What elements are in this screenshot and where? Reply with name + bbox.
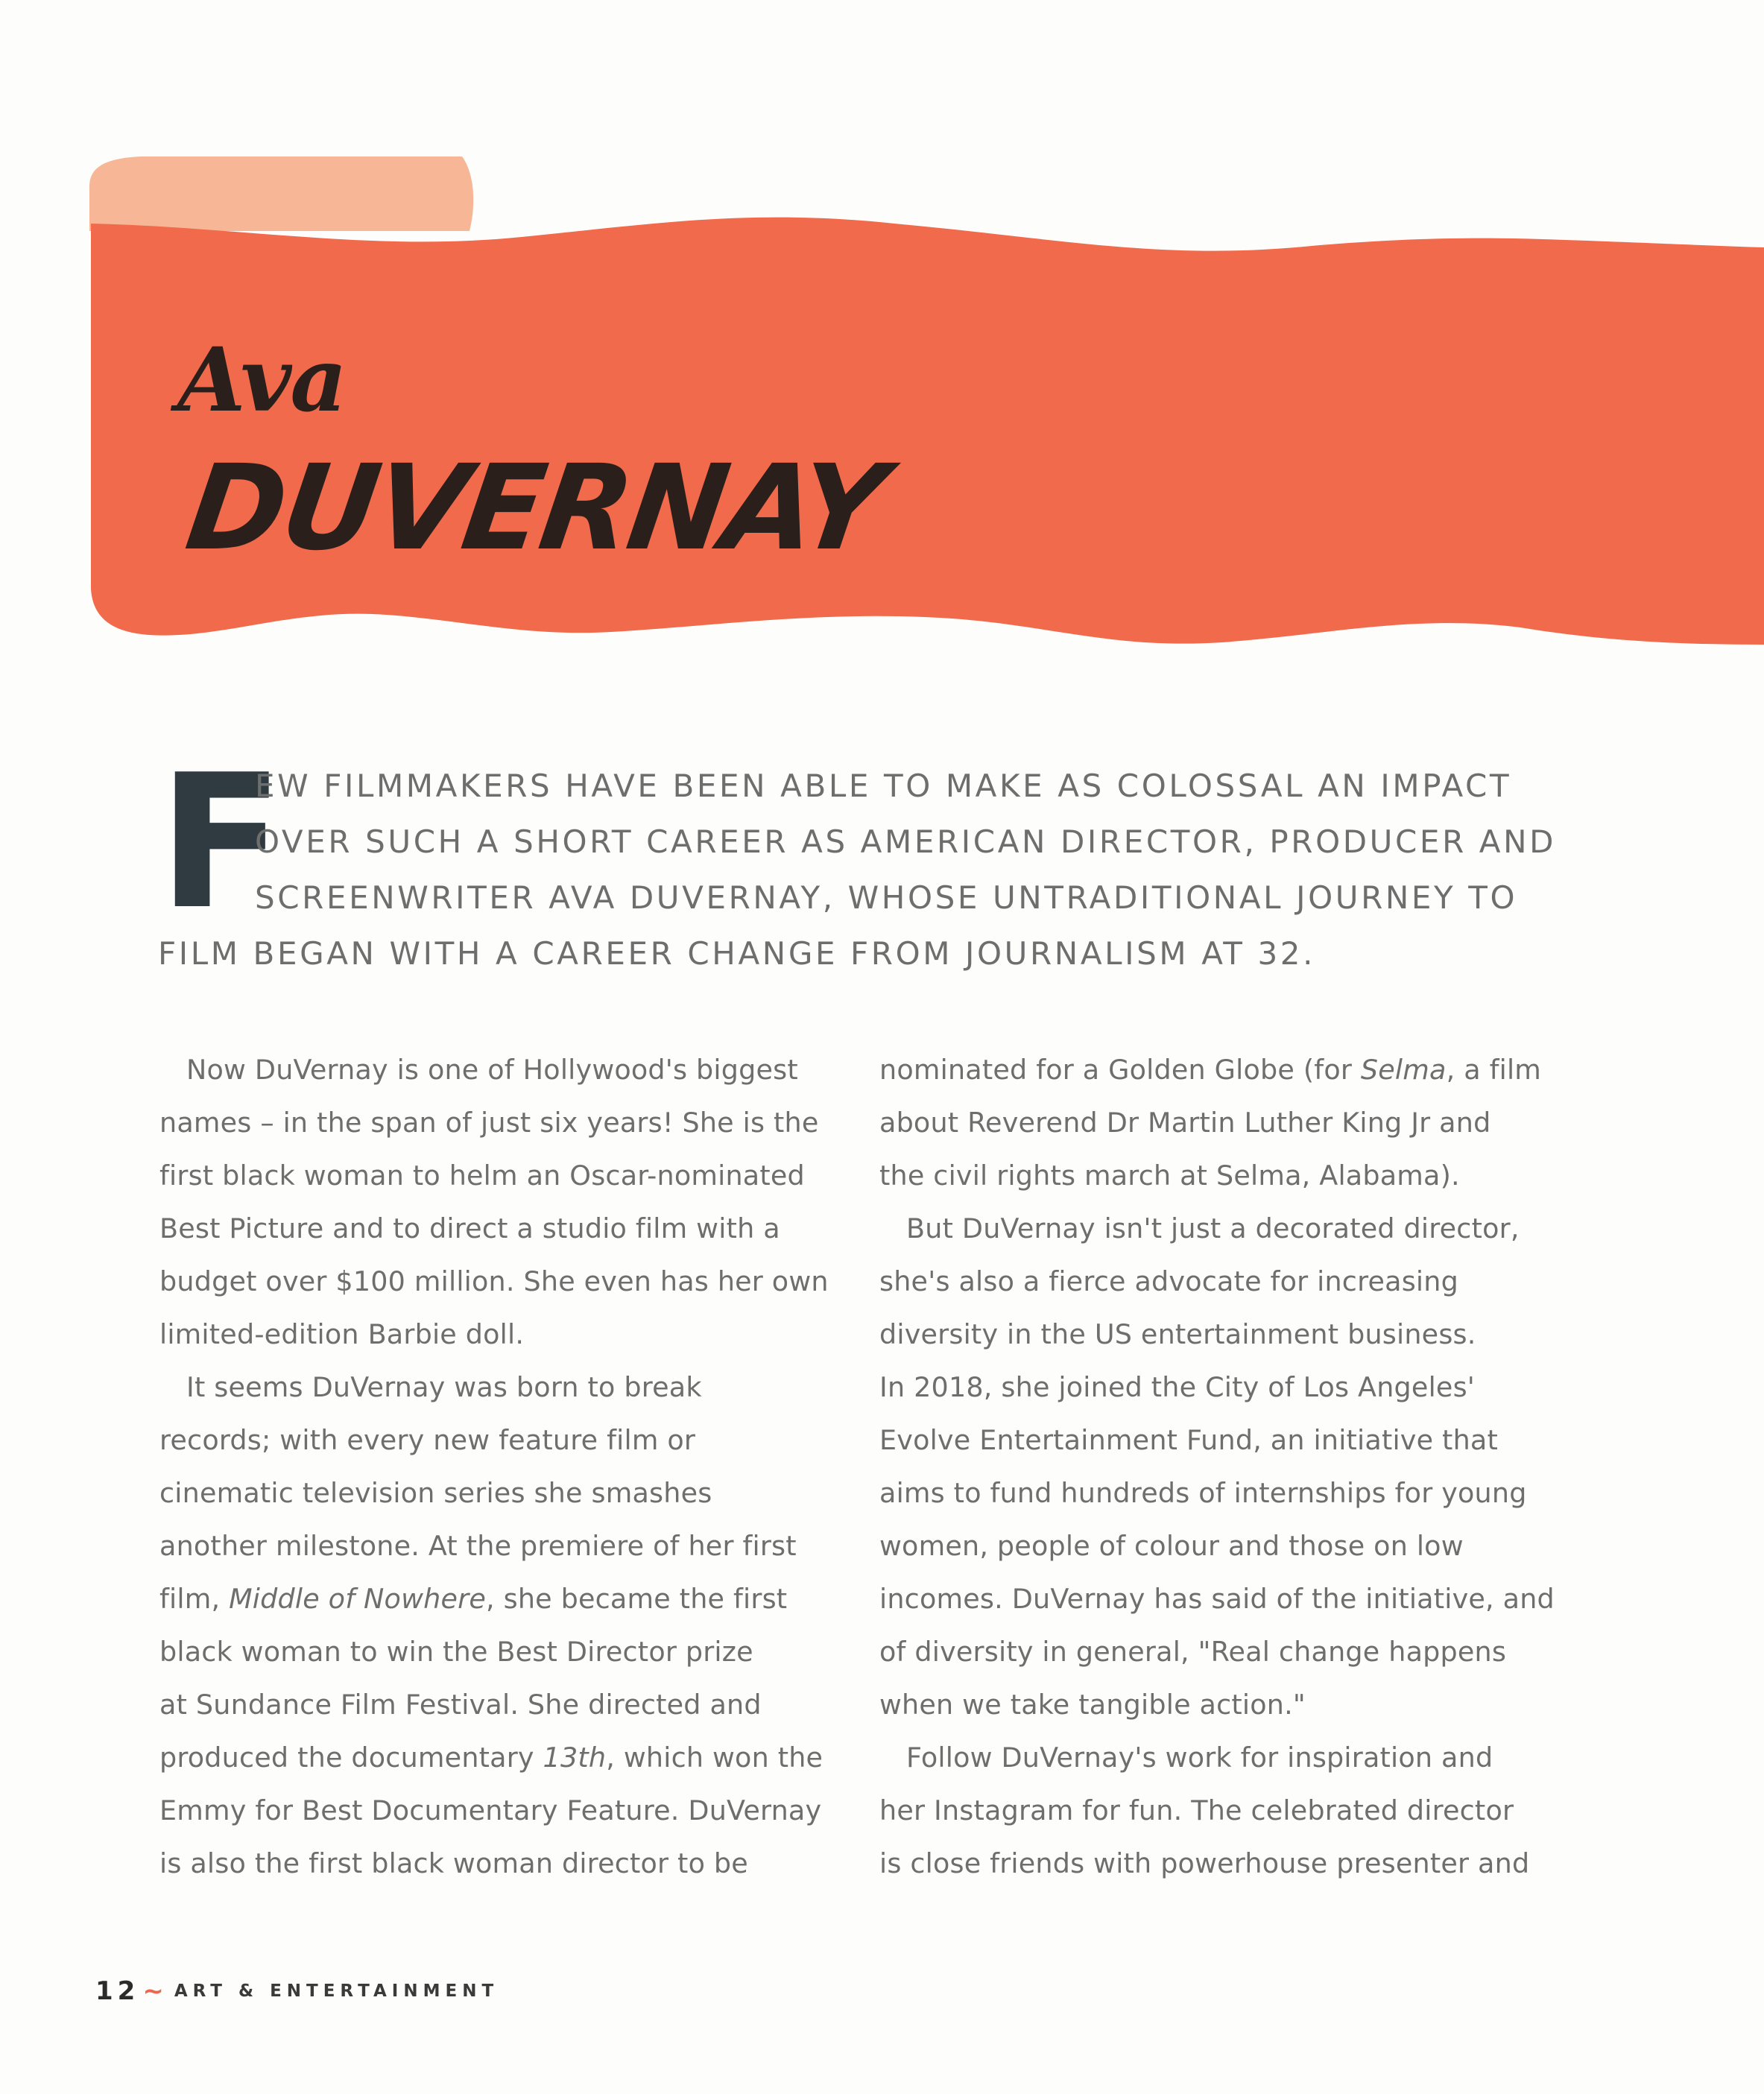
body-line: when we take tangible action.": [879, 1689, 1306, 1721]
body-line: , she became the first: [486, 1583, 788, 1615]
body-line: Best Picture and to direct a studio film with a: [159, 1212, 780, 1244]
body-line: women, people of colour and those on low: [879, 1530, 1464, 1562]
body-line: at Sundance Film Festival. She directed and: [159, 1689, 762, 1721]
body-line: Follow DuVernay's work for inspiration and: [906, 1742, 1493, 1774]
body-line: limited-edition Barbie doll.: [159, 1318, 525, 1350]
tilde-separator: ~: [142, 1976, 164, 2006]
body-line: , which won the: [606, 1742, 823, 1774]
body-line: another milestone. At the premiere of her first: [159, 1530, 797, 1562]
drop-cap: F: [158, 736, 285, 950]
body-paragraph: [159, 1361, 845, 1890]
body-paragraph: [879, 1731, 1580, 1890]
body-line: her Instagram for fun. The celebrated director: [879, 1794, 1514, 1826]
body-line: nominated for a Golden Globe (for: [879, 1054, 1361, 1086]
body-line: of diversity in general, "Real change happens: [879, 1636, 1507, 1668]
page-number: 12: [95, 1976, 140, 2006]
intro-line: EW FILMMAKERS HAVE BEEN ABLE TO MAKE AS COLOSSAL AN IMPACT: [255, 768, 1512, 804]
body-column-left: [159, 1043, 845, 1890]
film-title-13th: 13th: [543, 1742, 607, 1774]
film-title-selma: Selma: [1360, 1054, 1447, 1086]
body-paragraph: [879, 1043, 1580, 1202]
body-line: Now DuVernay is one of Hollywood's biggest: [186, 1054, 798, 1086]
section-label: ART & ENTERTAINMENT: [174, 1981, 499, 2001]
body-line: about Reverend Dr Martin Luther King Jr and: [879, 1107, 1491, 1139]
body-line: Emmy for Best Documentary Feature. DuVernay: [159, 1794, 822, 1826]
body-line: It seems DuVernay was born to break: [186, 1371, 702, 1403]
body-column-right: [879, 1043, 1580, 1890]
body-line: is close friends with powerhouse presenter and: [879, 1847, 1530, 1879]
body-line: cinematic television series she smashes: [159, 1477, 712, 1509]
body-line: she's also a fierce advocate for increasing: [879, 1265, 1458, 1297]
body-line: is also the first black woman director to be: [159, 1847, 748, 1879]
intro-line: SCREENWRITER AVA DUVERNAY, WHOSE UNTRADITIONAL JOURNEY TO: [255, 879, 1518, 916]
title-last-name: DUVERNAY: [179, 440, 891, 577]
body-line: records; with every new feature film or: [159, 1424, 696, 1456]
body-line: the civil rights march at Selma, Alabama).: [879, 1160, 1460, 1192]
page-footer: [95, 1976, 499, 2006]
intro-line: FILM BEGAN WITH A CAREER CHANGE FROM JOURNALISM AT 32.: [158, 935, 1316, 972]
body-line: aims to fund hundreds of internships for young: [879, 1477, 1527, 1509]
body-line: But DuVernay isn't just a decorated director,: [906, 1212, 1520, 1244]
body-line: budget over $100 million. She even has her own: [159, 1265, 829, 1297]
intro-line: OVER SUCH A SHORT CAREER AS AMERICAN DIRECTOR, PRODUCER AND: [255, 823, 1557, 860]
body-line: names – in the span of just six years! She is the: [159, 1107, 819, 1139]
banner-flap: [89, 156, 473, 231]
body-line: black woman to win the Best Director prize: [159, 1636, 753, 1668]
body-line: first black woman to helm an Oscar-nominated: [159, 1160, 805, 1192]
body-line: In 2018, she joined the City of Los Angeles': [879, 1371, 1476, 1403]
body-line: , a film: [1446, 1054, 1542, 1086]
body-paragraph: [159, 1043, 845, 1361]
body-line: produced the documentary: [159, 1742, 543, 1774]
body-line: film,: [159, 1583, 230, 1615]
body-line: Evolve Entertainment Fund, an initiative that: [879, 1424, 1498, 1456]
film-title-middle-of-nowhere: Middle of Nowhere: [229, 1583, 486, 1615]
title-first-name: Ava: [177, 328, 346, 431]
body-line: diversity in the US entertainment business.: [879, 1318, 1476, 1350]
body-paragraph: [879, 1202, 1580, 1731]
body-line: incomes. DuVernay has said of the initiative, and: [879, 1583, 1555, 1615]
